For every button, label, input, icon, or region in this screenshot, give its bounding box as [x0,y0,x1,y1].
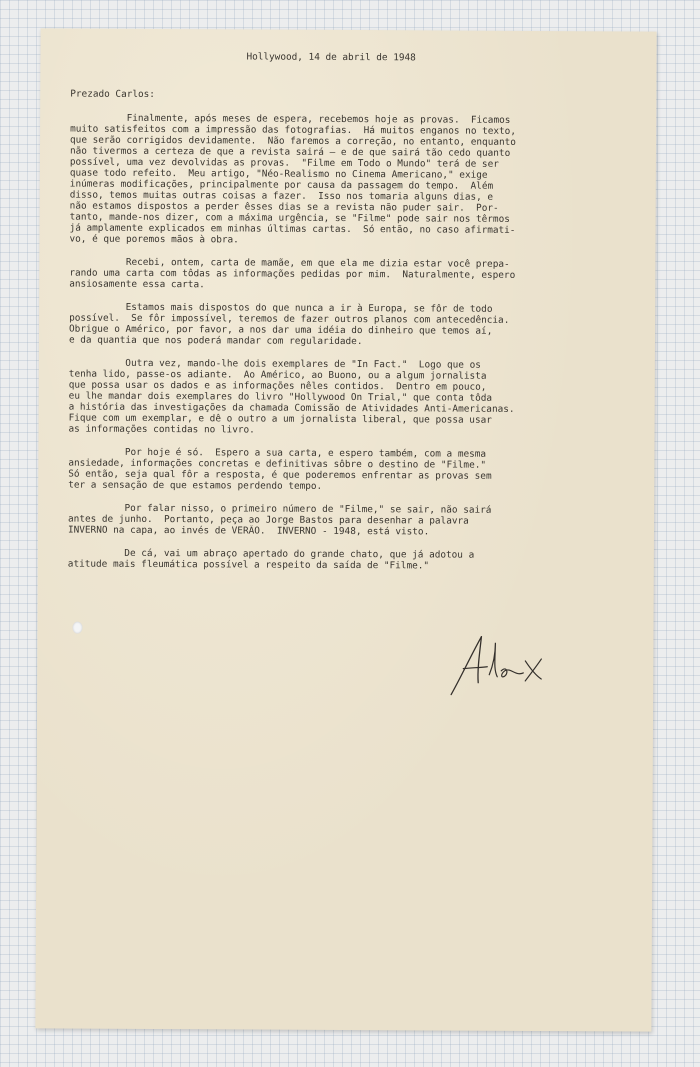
text-line: as informações contidas no livro. [68,423,255,436]
text-line: ter a sensação de que estamos perdendo tempo. [68,479,323,492]
text-line: rando uma carta com tôdas as informações pedidas por mim. Naturalmente, espero [69,267,516,281]
text-line: vo, é que poremos mãos à obra. [69,233,239,246]
handwritten-signature [445,631,575,702]
text-line: Por falar nisso, o primeiro número de "Filme," se sair, não sairá [68,502,492,516]
paragraph-1 [69,113,645,248]
text-line: atitude mais fleumática possível a respeito da saída de "Filme." [67,558,430,572]
paragraph-4 [68,358,643,438]
text-line: De cá, vai um abraço apertado do grande chato, que já adotou a [67,547,475,561]
paragraph-3 [69,302,644,349]
text-line: inúmeras modificações, principalmente por causa da passagem do tempo. Além [69,178,494,192]
text-line: possível. Se fôr impossível, teremos de fazer outros planos com antecedência. [69,312,510,326]
text-line: INVERNO na capa, ao invés de VERÃO. INVERNO - 1948, está visto. [67,524,430,538]
text-line: Outra vez, mando-lhe dois exemplares de "In Fact." Logo que os [68,357,481,371]
paragraph-2 [69,257,644,293]
letter-sheet [35,28,656,1031]
salutation: Prezado Carlos: [70,88,155,100]
text-line: ansiosamente essa carta. [69,278,205,291]
text-line: já amplamente explicados em minhas últimas cartas. Só então, no caso afirmati- [69,222,516,236]
text-line: eu lhe mandar dois exemplares do livro "Hollywood On Trial," que conta tôda [68,390,493,404]
text-line: ansiedade, informações concretas e definitivas sôbre o destino de "Filme." [68,457,487,471]
text-line: Por hoje é só. Espero a sua carta, e espero também, com a mesma [68,446,487,460]
text-line: não estamos dispostos a perder êsses dias se a revista não puder sair. Por- [69,200,499,214]
text-line: a história das investigações da chamada Comissão de Atividades Anti-Americanas. [68,401,515,415]
paragraph-7 [68,548,643,573]
paragraph-5 [68,447,643,494]
text-line: Fique com um exemplar, e dê o outro a um jornalista liberal, que possa usar [68,412,492,426]
text-line: não tivermos a certeza de que a revista sairá — e de que sairá tão cedo quanto [69,145,511,159]
text-line: Só então, seja qual fôr a resposta, é que poderemos enfrentar as provas sem [68,468,492,482]
text-line: disso, temos muitas outras coisas a fazer. Isso nos tomaria alguns dias, e [69,189,494,203]
text-line: e da quantia que nos poderá mandar com regularidade. [68,334,363,348]
text-line: Estamos mais dispostos do que nunca a ir à Europa, se fôr de todo [69,301,493,315]
text-line: que serão corrigidos devidamente. Não faremos a correção, no entanto, enquanto [70,134,516,148]
text-line: tenha lido, passe-os adiante. Ao Américo, ao Buono, ou a algum jornalista [68,368,487,382]
letter-body [68,113,645,585]
text-line: quase todo refeito. Meu artigo, "Néo-Realismo no Cinema Americano," exige [69,167,488,181]
punch-hole [72,622,82,634]
text-line: Finalmente, após meses de espera, recebemos hoje as provas. Ficamos [70,112,511,126]
paragraph-6 [68,503,643,539]
text-line: antes de junho. Portanto, peça ao Jorge Bastos para desenhar a palavra [68,513,469,527]
text-line: que possa usar os dados e as informações nêles contidos. Dentro em pouco, [68,379,487,393]
dateline: Hollywood, 14 de abril de 1948 [246,51,416,64]
text-line: Obrigue o Américo, por favor, a nos dar uma idéia do dinheiro que temos aí, [69,323,493,337]
text-line: muito satisfeitos com a impressão das fotografias. Há muitos enganos no texto, [70,123,517,137]
text-line: tanto, mande-nos dizer, com a máxima urgência, se "Filme" pode sair nos têrmos [69,211,510,225]
text-line: Recebi, ontem, carta de mamãe, em que ela me dizia estar você prepa- [69,256,510,270]
text-line: possível, uma vez devolvidas as provas. "Filme em Todo o Mundo" terá de ser [69,156,499,170]
